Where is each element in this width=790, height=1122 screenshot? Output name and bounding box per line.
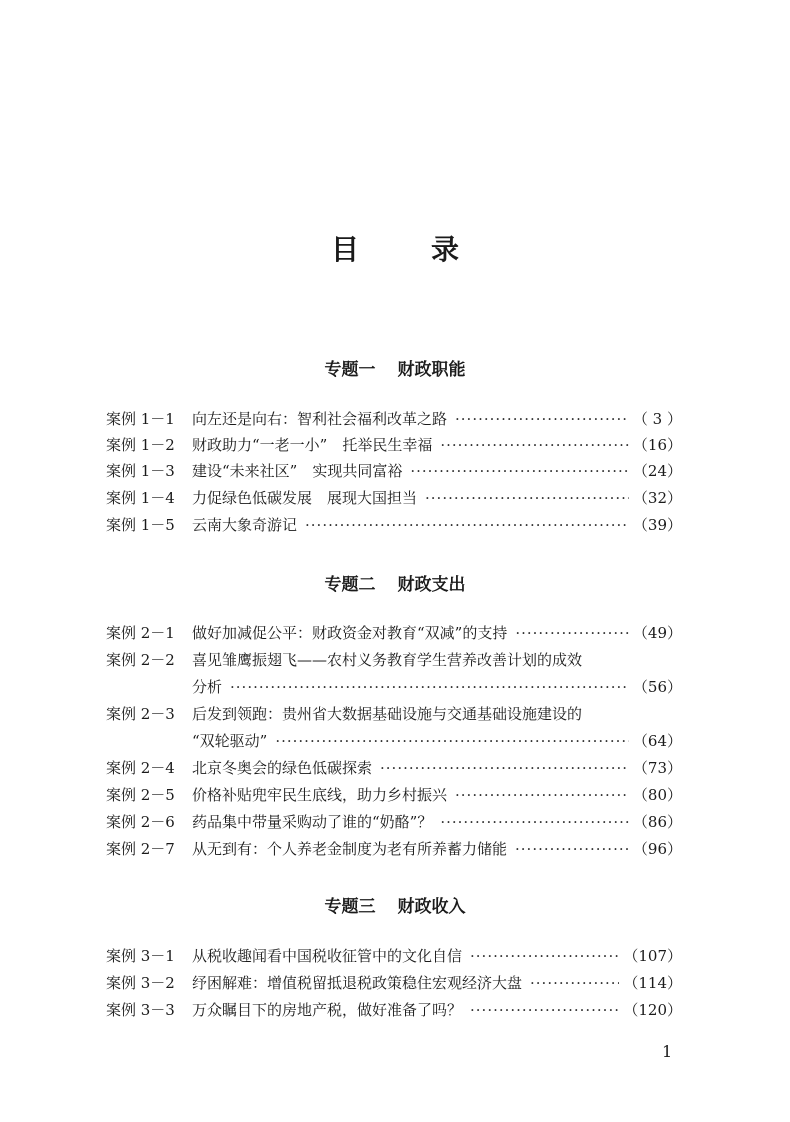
entry-label: 案例 2－1 <box>106 624 175 642</box>
leader-dots <box>530 970 619 996</box>
page-number: 1 <box>662 1042 673 1061</box>
leader-dots <box>440 809 629 835</box>
toc-entry[interactable] <box>106 432 682 458</box>
entry-label: 案例 2－3 <box>106 705 175 723</box>
entry-page: （49） <box>632 624 682 642</box>
entry-title: 做好加减促公平：财政资金对教育“双减”的支持 <box>192 624 508 642</box>
entry-label: 案例 1－1 <box>106 410 175 428</box>
leader-dots <box>455 406 629 432</box>
entry-page: （ 3 ） <box>632 410 682 428</box>
entry-page: （107） <box>623 947 682 965</box>
toc-entry[interactable] <box>106 512 682 538</box>
entry-label: 案例 2－2 <box>106 651 175 669</box>
section-number: 专题二 <box>324 575 376 595</box>
entry-label: 案例 3－3 <box>106 1001 175 1019</box>
toc-entry[interactable] <box>106 997 682 1023</box>
entry-title: 向左还是向右：智利社会福利改革之路 <box>192 410 448 428</box>
toc-entry[interactable] <box>106 836 682 862</box>
entry-label: 案例 2－6 <box>106 813 175 831</box>
entry-label: 案例 3－2 <box>106 974 175 992</box>
section-heading-2 <box>0 570 790 595</box>
entry-label: 案例 1－3 <box>106 462 175 480</box>
toc-entry[interactable] <box>106 406 682 432</box>
entry-title: 喜见雏鹰振翅飞——农村义务教育学生营养改善计划的成效 <box>192 651 583 669</box>
entry-page: （56） <box>632 678 682 696</box>
entry-page: （64） <box>632 732 682 750</box>
entry-title-continued: “双轮驱动” <box>192 732 268 750</box>
section-number: 专题三 <box>324 897 376 917</box>
entry-page: （80） <box>632 786 682 804</box>
toc-entry[interactable] <box>106 755 682 781</box>
entry-title: 药品集中带量采购动了谁的“奶酪”？ <box>192 813 433 831</box>
page-title: 目 录 <box>330 233 481 266</box>
entry-title: 纾困解难：增值税留抵退税政策稳住宏观经济大盘 <box>192 974 523 992</box>
leader-dots <box>515 620 629 646</box>
entry-title: 后发到领跑：贵州省大数据基础设施与交通基础设施建设的 <box>192 705 583 723</box>
entry-page: （73） <box>632 759 682 777</box>
section-name: 财政收入 <box>397 897 466 917</box>
leader-dots <box>230 674 629 700</box>
toc-entry[interactable] <box>106 809 682 835</box>
toc-entry[interactable] <box>106 943 682 969</box>
entry-title: 云南大象奇游记 <box>192 516 298 534</box>
leader-dots <box>380 755 629 781</box>
entry-page: （24） <box>632 462 682 480</box>
toc-entry-continuation[interactable] <box>106 674 682 700</box>
entry-title: 从税收趣闻看中国税收征管中的文化自信 <box>192 947 463 965</box>
entry-label: 案例 1－4 <box>106 489 175 507</box>
toc-entry[interactable] <box>106 701 682 727</box>
leader-dots <box>440 432 629 458</box>
entry-label: 案例 2－7 <box>106 840 175 858</box>
entry-title: 建设“未来社区” 实现共同富裕 <box>192 462 403 480</box>
toc-entry[interactable] <box>106 458 682 484</box>
entry-page: （39） <box>632 516 682 534</box>
entry-title: 万众瞩目下的房地产税，做好准备了吗？ <box>192 1001 463 1019</box>
leader-dots <box>425 485 629 511</box>
toc-entry[interactable] <box>106 970 682 996</box>
leader-dots <box>305 512 629 538</box>
leader-dots <box>275 728 629 754</box>
leader-dots <box>410 458 629 484</box>
entry-page: （96） <box>632 840 682 858</box>
section-name: 财政职能 <box>397 360 466 380</box>
entry-label: 案例 1－5 <box>106 516 175 534</box>
entry-title: 北京冬奥会的绿色低碳探索 <box>192 759 373 777</box>
entry-label: 案例 2－4 <box>106 759 175 777</box>
section-heading-1 <box>0 355 790 380</box>
leader-dots <box>455 782 629 808</box>
toc-entry-continuation[interactable] <box>106 728 682 754</box>
entry-page: （16） <box>632 436 682 454</box>
entry-page: （114） <box>623 974 682 992</box>
entry-page: （86） <box>632 813 682 831</box>
section-number: 专题一 <box>324 360 376 380</box>
toc-entry[interactable] <box>106 647 682 673</box>
section-heading-3 <box>0 892 790 917</box>
leader-dots <box>470 997 619 1023</box>
entry-title: 力促绿色低碳发展 展现大国担当 <box>192 489 418 507</box>
entry-title: 财政助力“一老一小” 托举民生幸福 <box>192 436 433 454</box>
leader-dots <box>470 943 619 969</box>
entry-label: 案例 3－1 <box>106 947 175 965</box>
entry-label: 案例 1－2 <box>106 436 175 454</box>
entry-page: （32） <box>632 489 682 507</box>
entry-title: 价格补贴兜牢民生底线，助力乡村振兴 <box>192 786 448 804</box>
toc-entry[interactable] <box>106 782 682 808</box>
leader-dots <box>515 836 629 862</box>
entry-label: 案例 2－5 <box>106 786 175 804</box>
toc-entry[interactable] <box>106 620 682 646</box>
entry-title: 从无到有：个人养老金制度为老有所养蓄力储能 <box>192 840 508 858</box>
toc-entry[interactable] <box>106 485 682 511</box>
entry-page: （120） <box>623 1001 682 1019</box>
section-name: 财政支出 <box>397 575 466 595</box>
entry-title-continued: 分析 <box>192 678 223 696</box>
